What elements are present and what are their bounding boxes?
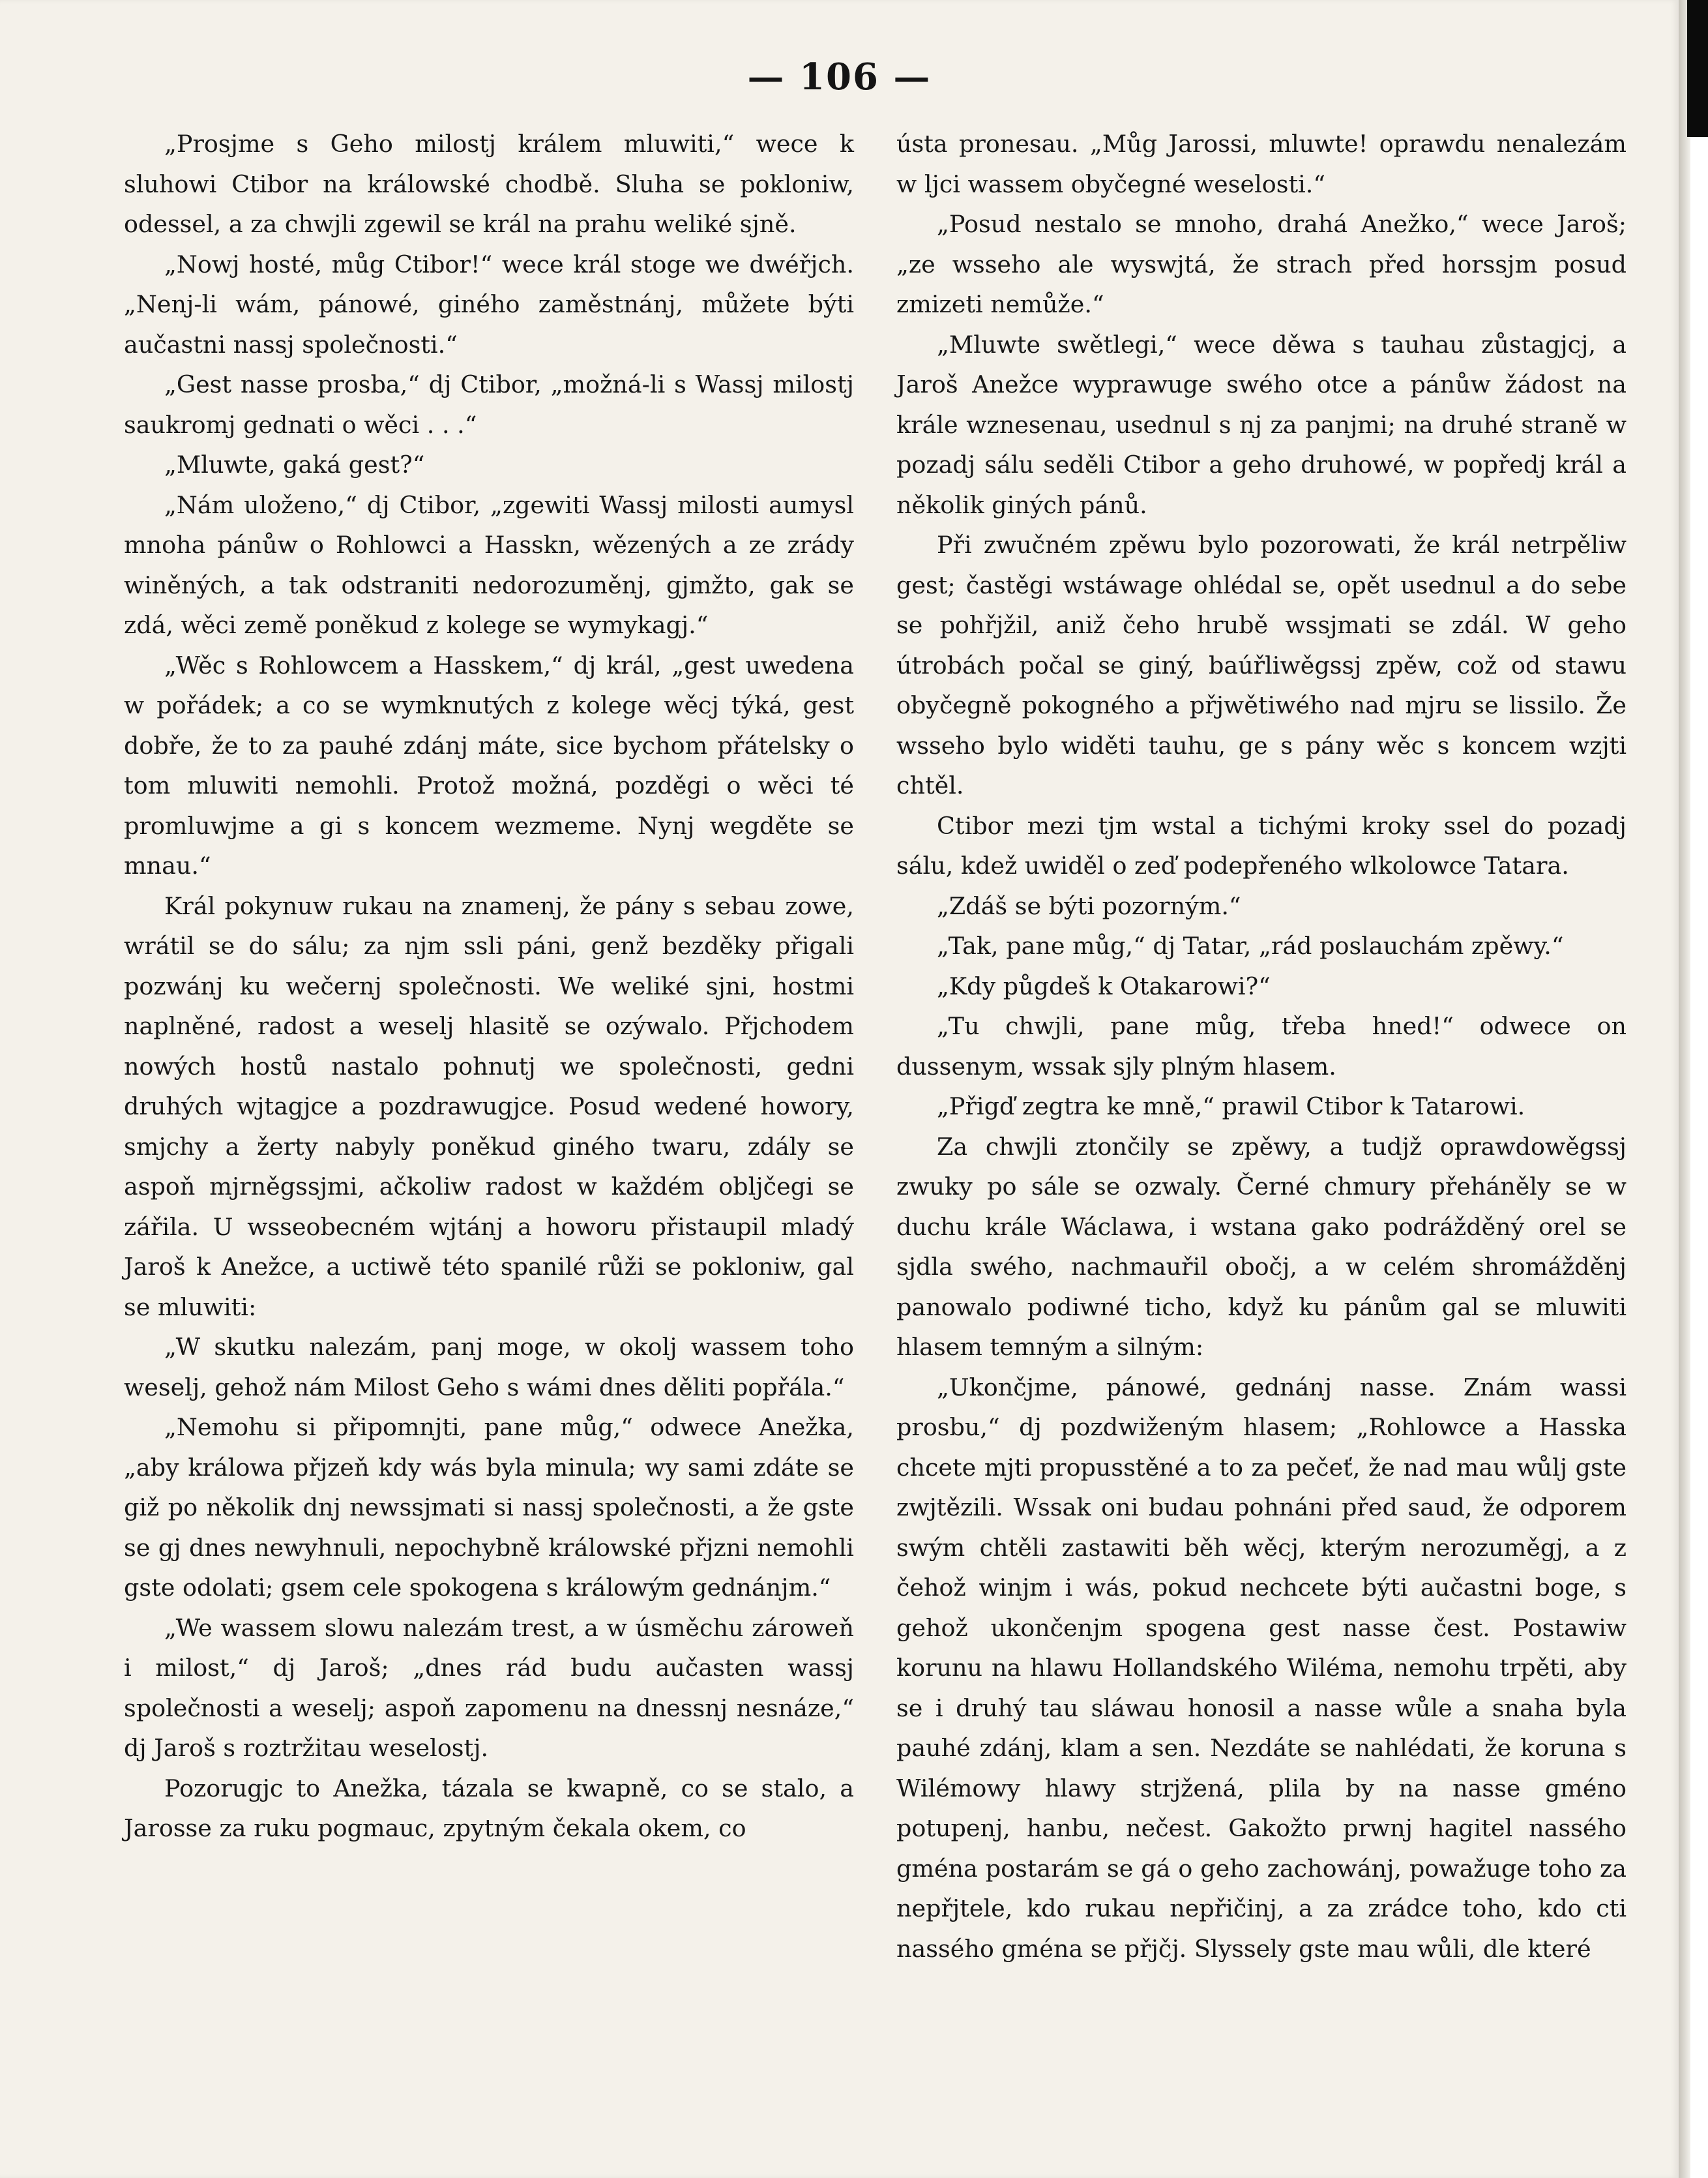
paragraph: „Přigď zegtra ke mně,“ prawil Ctibor k Tatarowi. xyxy=(937,1092,1525,1120)
right-column xyxy=(896,124,1627,1969)
scan-border xyxy=(1687,0,1708,137)
page-number: — 106 — xyxy=(747,55,932,98)
scan-margin xyxy=(1690,0,1708,2178)
paragraph: Při zwučném zpěwu bylo pozorowati, že král netrpěliw gest; častěgi wstáwage ohlédal se, opět usednul a do sebe se pohřjžil, aniž čeho hrubě wssjmati se zdál. W geho útrobách počal se giný, baúřliwěgssj zpěw, což od stawu obyčegně pokogného a přjwětiwého nad mjru se lissilo. Že wsseho bylo widěti tauhu, ge s pány wěc s koncem wzjti chtěl. xyxy=(896,531,1627,799)
paragraph: „Gest nasse prosba,“ dj Ctibor, „možná-li s Wassj milostj saukromj gednati o wěci . . .“ xyxy=(124,370,854,439)
paragraph: Pozorugjc to Anežka, tázala se kwapně, co se stalo, a Jarosse za ruku pogmauc, zpytným čekala okem, co xyxy=(124,1774,854,1842)
paragraph: „Kdy půgdeš k Otakarowi?“ xyxy=(937,972,1271,1000)
paragraph: „W skutku nalezám, panj moge, w okolj wassem toho weselj, gehož nám Milost Geho s wámi dnes děliti popřála.“ xyxy=(124,1333,854,1401)
paragraph: „Zdáš se býti pozorným.“ xyxy=(937,891,1241,920)
paragraph: „Prosjme s Geho milostj králem mluwiti,“ wece k sluhowi Ctibor na králowské chodbě. Sluha se pokloniw, odessel, a za chwjli zgewil se král na prahu weliké sjně. xyxy=(124,130,854,238)
paragraph: Král pokynuw rukau na znamenj, že pány s sebau zowe, wrátil se do sálu; za njm ssli páni, genž bezděky přigali pozwánj ku wečernj společnosti. We weliké sjni, hostmi naplněné, radost a weselj hlasitě se ozýwalo. Přjchodem nowých hostů nastalo pohnutj we společnosti, gedni druhých wjtagjce a pozdrawugjce. Posud wedené howory, smjchy a žerty nabyly poněkud giného twaru, zdály se aspoň mjrněgssjmi, ačkoliw radost w každém oblјčegi se zářila. U wsseobecném wjtánj a howoru přistaupil mladý Jaroš k Anežce, a uctiwě této spanilé růži se pokloniw, gal se mluwiti: xyxy=(124,891,854,1321)
paragraph: „Posud nestalo se mnoho, drahá Anežko,“ wece Jaroš; „ze wsseho ale wyswjtá, že strach před horssjm posud zmizeti nemůže.“ xyxy=(896,210,1627,318)
paragraph: Za chwjli ztončily se zpěwy, a tudjž oprawdowěgssj zwuky po sále se ozwaly. Černé chmury přeháněly se w duchu krále Wáclawa, i wstana gako podrážděný orel se sjdla swého, nachmauřil obočj, a w celém shromážděnj panowalo podiwné ticho, když ku pánům gal se mluwiti hlasem temným a silným: xyxy=(896,1132,1627,1361)
paragraph: „Tak, pane můg,“ dj Tatar, „rád poslauchám zpěwy.“ xyxy=(937,932,1564,960)
paragraph: Ctibor mezi tjm wstal a tichými kroky ssel do pozadj sálu, kdež uwiděl o zeď podepřeného wlkolowce Tatara. xyxy=(896,811,1627,880)
paragraph: „Tu chwjli, pane můg, třeba hned!“ odwece on dussenym, wssak sjly plným hlasem. xyxy=(896,1012,1627,1081)
paragraph-continued: ústa pronesau. „Můg Jarossi, mluwte! oprawdu nenalezám w ljci wassem obyčegné weselosti.“ xyxy=(896,130,1627,198)
paragraph: „Mluwte swětlegi,“ wece děwa s tauhau zůstagjcj, a Jaroš Anežce wyprawuge swého otce a pánůw žádost na krále wznesenau, usednul s nj za panjmi; na druhé straně w pozadj sálu seděli Ctibor a geho druhowé, w popředj král a několik giných pánů. xyxy=(896,330,1627,519)
paragraph: „Nemohu si připomnjti, pane můg,“ odwece Anežka, „aby králowa přjzeň kdy wás byla minula; wy sami zdáte se giž po několik dnj newssjmati si nassj společnosti, a že gste se gj dnes newyhnuli, nepochybně králowské přjzni nemohli gste odolati; gsem cele spokogena s králowým gednánjm.“ xyxy=(124,1413,854,1602)
left-column xyxy=(124,124,854,1849)
page-edge-shadow xyxy=(1679,0,1690,2178)
paragraph: „We wassem slowu nalezám trest, a w úsměchu zároweň i milost,“ dj Jaroš; „dnes rád budu aučasten wassj společnosti a weselj; aspoň zapomenu na dnessnj nesnáze,“ dj Jaroš s roztržitau weselostj. xyxy=(124,1613,854,1762)
paragraph: „Nám uloženo,“ dj Ctibor, „zgewiti Wassj milosti aumysl mnoha pánůw o Rohlowci a Hasskn, wězených a ze zrády winěných, a tak odstraniti nedorozuměnj, gjmžto, gak se zdá, wěci země poněkud z kolege se wymykagj.“ xyxy=(124,490,854,639)
paragraph: „Ukončjme, pánowé, gednánj nasse. Znám wassi prosbu,“ dj pozdwiženým hlasem; „Rohlowce a Hasska chcete mjti propusstěné a to za pečeť, že nad mau wůlj gste zwjtězili. Wssak oni budau pohnáni před saud, že odporem swým chtěli zastawiti běh wěcj, kterým nerozuměgj, a z čehož winjm i wás, pokud nechcete býti aučastni boge, s gehož ukončenjm spogena gest nasse čest. Postawiw korunu na hlawu Hollandského Wiléma, nemohu trpěti, aby se i druhý tau sláwau honosil a nasse wůle a snaha byla pauhé zdánj, klam a sen. Nezdáte se nahlédati, že koruna s Wilémowy hlawy strjžená, plila by na nasse gméno potupenj, hanbu, nečest. Gakožto prwnj hagitel nassého gména postarám se gá o geho zachowánj, powažuge toho za nepřjtele, kdo rukau nepřičinj, a za zrádce toho, kdo cti nassého gména se přjčj. Slyssely gste mau wůli, dle které xyxy=(896,1373,1627,1963)
paragraph: „Mluwte, gaká gest?“ xyxy=(164,451,425,479)
paragraph: „Nowj hosté, můg Ctibor!“ wece král stoge we dwéřjch. „Nenj-li wám, pánowé, giného zaměstnánj, můžete býti aučastni nassj společnosti.“ xyxy=(124,250,854,359)
paragraph: „Wěc s Rohlowcem a Hasskem,“ dj král, „gest uwedena w pořádek; a co se wymknutých z kolege wěcj týká, gest dobře, že to za pauhé zdánj máte, sice bychom přátelsky o tom mluwiti nemohli. Protož možná, pozděgi o wěci té promluwjme a gi s koncem wezmeme. Nynj wegděte se mnau.“ xyxy=(124,651,854,880)
